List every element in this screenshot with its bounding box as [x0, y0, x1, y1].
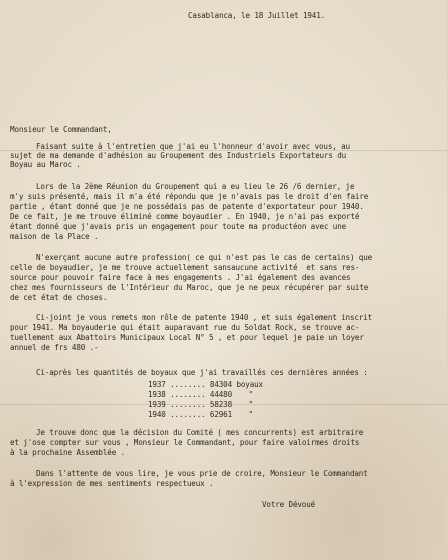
table-row — [148, 391, 253, 399]
table-qty: 58238 — [209, 400, 233, 409]
paragraph-line: étant donné que j'avais pris un engagement pour toute ma productéon avec une — [10, 222, 347, 231]
paragraph-line: de cet état de choses. — [10, 293, 108, 302]
paragraph-line: Ci-joint je vous remets mon rôle de patente 1940 , et suis également inscrit — [36, 313, 373, 322]
table-row — [148, 381, 263, 389]
paragraph-line: sujet de ma demande d'adhésion au Groupement des Industriels Exportateurs du — [10, 151, 347, 160]
paragraph-line: maison de la Place . — [10, 232, 99, 241]
paragraph-line: annuel de frs 480 .- — [10, 343, 99, 352]
paragraph-line: m'y suis présenté, mais il m'a été répondu que je n'avais pas le droit d'en faire — [10, 192, 369, 201]
paragraph-line: tuellement aux Abattoirs Municipaux Local N° 5 , et pour lequel je paie un loyer — [10, 333, 364, 342]
table-year: 1939 — [148, 400, 166, 409]
table-unit: " — [248, 400, 253, 409]
table-dots: ........ — [170, 380, 206, 389]
table-unit: boyaux — [236, 380, 263, 389]
signature: Votre Dévoué — [262, 500, 316, 509]
paragraph-line: partie , étant donné que je ne possédais pas de patente d'exportateur pour 1940. — [10, 202, 364, 211]
paragraph-line: De ce fait, je me trouve éliminé comme boyaudier . En 1940, je n'ai pas exporté — [10, 212, 360, 221]
table-dots: ........ — [170, 390, 206, 399]
table-row — [148, 411, 253, 419]
paragraph-line: Faisant suite à l'entretien que j'ai eu l'honneur d'avoir avec vous, au — [36, 142, 350, 151]
paragraph-line: Dans l'attente de vous lire, je vous prie de croire, Monsieur le Commandant — [36, 469, 368, 478]
paragraph-line: N'exerçant aucune autre profession( ce qui n'est pas le cas de certains) que — [36, 253, 373, 262]
paragraph-line: Boyau au Maroc . — [10, 160, 81, 169]
table-qty: 62961 — [209, 410, 233, 419]
paragraph-line: et j'ose compter sur vous , Monsieur le Commandant, pour faire valoirmes droits — [10, 438, 360, 447]
letter-date: Casablanca, le 18 Juillet 1941. — [188, 11, 326, 20]
table-year: 1937 — [148, 380, 166, 389]
salutation: Monsieur le Commandant, — [10, 125, 112, 134]
paragraph-line: source pour pouvoir faire face à mes engagements . J'ai également des avances — [10, 273, 351, 282]
table-qty: 84304 — [209, 380, 233, 389]
paragraph-line: à la prochaine Assemblée . — [10, 448, 125, 457]
table-unit: " — [248, 410, 253, 419]
paragraph-line: chez mes fournisseurs de l'Intérieur du Maroc, que je ne peux récupérer par suite — [10, 283, 369, 292]
paragraph-line: Je trouve donc que la décision du Comité ( mes concurrents) est arbitraire — [36, 428, 364, 437]
paragraph-line: celle de boyaudier, je me trouve actuellement sansaucune activité et sans res- — [10, 263, 360, 272]
table-year: 1940 — [148, 410, 166, 419]
paragraph-line: pour 1941. Ma boyauderie qui était auparavant rue du Soldat Rock, se trouve ac- — [10, 323, 360, 332]
table-row — [148, 401, 253, 409]
paragraph-line: Lors de la 2ème Réunion du Groupement qui a eu lieu le 26 /6 dernier, je — [36, 182, 355, 191]
table-qty: 44480 — [209, 390, 233, 399]
table-intro: Ci-après les quantités de boyaux que j'ai travaillés ces dernières années : — [36, 368, 368, 377]
paragraph-line: à l'expression de mes sentiments respectueux . — [10, 479, 214, 488]
table-unit: " — [248, 390, 253, 399]
table-year: 1938 — [148, 390, 166, 399]
table-dots: ........ — [170, 400, 206, 409]
table-dots: ........ — [170, 410, 206, 419]
